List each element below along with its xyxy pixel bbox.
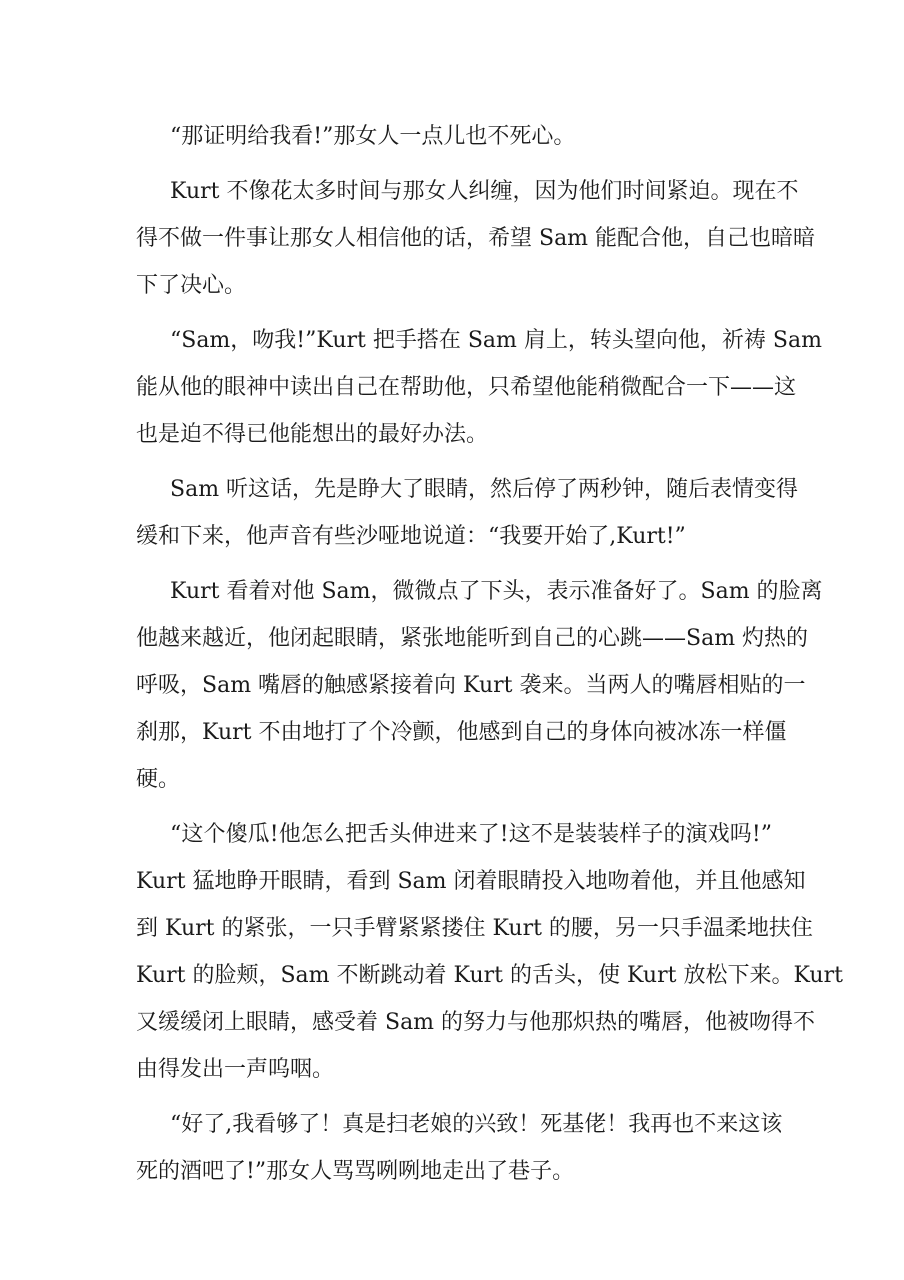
paragraph (136, 568, 823, 803)
paragraph (136, 168, 816, 309)
text-line: Kurt 的脸颊，Sam 不断跳动着 Kurt 的舌头，使 Kurt 放松下来。Kurt (136, 963, 843, 988)
text-line: “好了,我看够了！真是扫老娘的兴致！死基佬！我再也不来这该 (170, 1112, 783, 1137)
text-line: 又缓缓闭上眼睛，感受着 Sam 的努力与他那炽热的嘴唇，他被吻得不 (136, 1010, 816, 1035)
text-line: Kurt 看着对他 Sam，微微点了下头，表示准备好了。Sam 的脸离 (170, 579, 823, 604)
story-text (136, 113, 843, 1195)
paragraph (136, 113, 772, 160)
paragraph (136, 317, 822, 458)
text-line: Kurt 猛地睁开眼睛，看到 Sam 闭着眼睛投入地吻着他，并且他感知 (136, 869, 806, 894)
text-line: “这个傻瓜!他怎么把舌头伸进来了!这不是装装样子的演戏吗!” (170, 822, 772, 847)
text-line: Sam 听这话，先是睁大了眼睛，然后停了两秒钟，随后表情变得 (170, 477, 799, 502)
text-line: 由得发出一声呜咽。 (136, 1057, 335, 1082)
paragraph (136, 1101, 783, 1195)
text-line: 能从他的眼神中读出自己在帮助他，只希望他能稍微配合一下——这 (136, 375, 797, 400)
text-line: 得不做一件事让那女人相信他的话，希望 Sam 能配合他，自己也暗暗 (136, 226, 816, 251)
text-line: Kurt 不像花太多时间与那女人纠缠，因为他们时间紧迫。现在不 (170, 179, 799, 204)
text-line: “那证明给我看!”那女人一点儿也不死心。 (170, 124, 576, 149)
text-line: 刹那，Kurt 不由地打了个冷颤，他感到自己的身体向被冰冻一样僵 (136, 720, 787, 745)
text-line: 也是迫不得已他能想出的最好办法。 (136, 422, 489, 447)
text-line: “Sam，吻我!”Kurt 把手搭在 Sam 肩上，转头望向他，祈祷 Sam (170, 328, 822, 353)
text-line: 硬。 (136, 767, 181, 792)
paragraph (136, 466, 799, 560)
text-line: 下了决心。 (136, 273, 247, 298)
text-line: 死的酒吧了!”那女人骂骂咧咧地走出了巷子。 (136, 1159, 575, 1184)
text-line: 呼吸，Sam 嘴唇的触感紧接着向 Kurt 袭来。当两人的嘴唇相贴的一 (136, 673, 806, 698)
text-line: 缓和下来，他声音有些沙哑地说道：“我要开始了,Kurt!” (136, 524, 686, 549)
text-line: 他越来越近，他闭起眼睛，紧张地能听到自己的心跳——Sam 灼热的 (136, 626, 809, 651)
paragraph (136, 811, 843, 1093)
text-line: 到 Kurt 的紧张，一只手臂紧紧搂住 Kurt 的腰，另一只手温柔地扶住 (136, 916, 813, 941)
